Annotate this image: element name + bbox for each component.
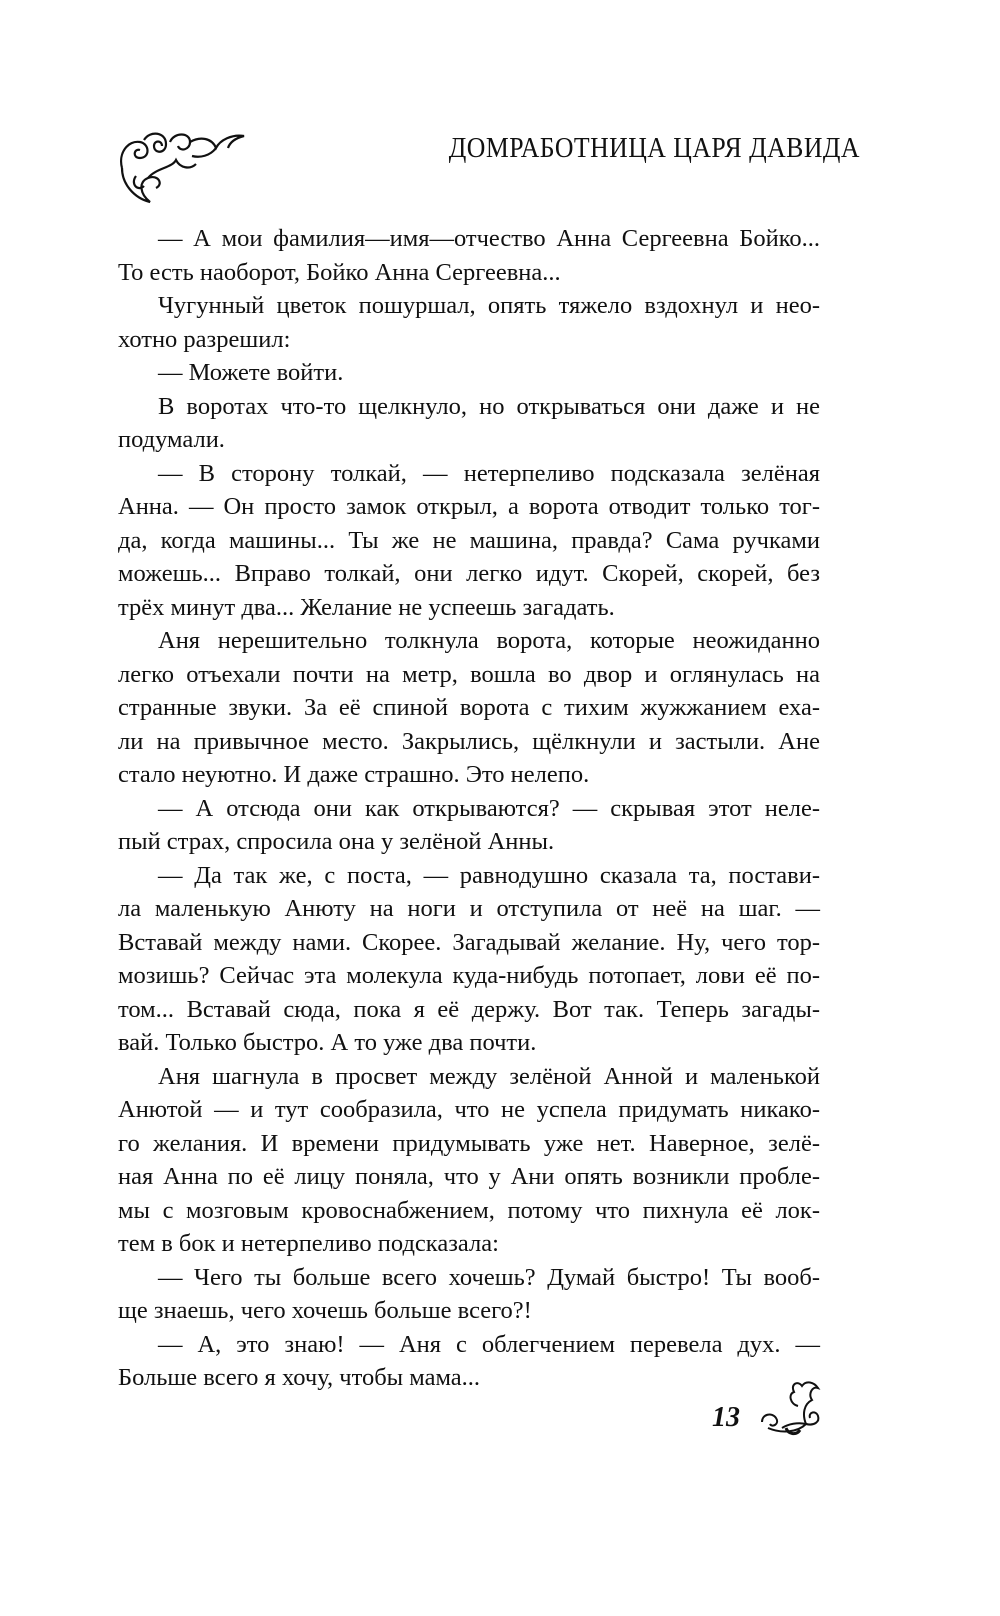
text-line: Аня шагнула в просвет между зелёной Анной и маленькой bbox=[158, 1062, 820, 1090]
text-line: странные звуки. За её спиной ворота с тихим жужжанием еха- bbox=[118, 694, 820, 721]
page-number: 13 bbox=[712, 1402, 740, 1433]
text-line: — А отсюда они как открываются? — скрывая этот неле- bbox=[158, 794, 820, 822]
text-line: В воротах что-то щелкнуло, но открываться они даже и не bbox=[158, 392, 820, 420]
text-line: мы с мозговым кровоснабжением, потому что пихнула её лок- bbox=[118, 1196, 820, 1224]
text-line: — Да так же, с поста, — равнодушно сказала та, постави- bbox=[158, 861, 820, 889]
text-line: ная Анна по её лицу поняла, что у Ани опять возникли пробле- bbox=[118, 1163, 820, 1190]
text-line: То есть наоборот, Бойко Анна Сергеевна... bbox=[118, 258, 561, 286]
text-line: Анна. — Он просто замок открыл, а ворота отводит только тог- bbox=[118, 493, 820, 520]
text-line: да, когда машины... Ты же не машина, правда? Сама ручками bbox=[118, 526, 820, 554]
text-line: ла маленькую Анюту на ноги и отступила от неё на шаг. — bbox=[118, 895, 820, 922]
text-line: хотно разрешил: bbox=[118, 325, 291, 353]
text-line: можешь... Вправо толкай, они легко идут. Скорей, скорей, без bbox=[118, 560, 820, 587]
text-line: Чугунный цветок пошуршал, опять тяжело вздохнул и нео- bbox=[158, 292, 820, 319]
text-line: Аня нерешительно толкнула ворота, которые неожиданно bbox=[158, 627, 820, 654]
text-line: мозишь? Сейчас эта молекула куда-нибудь потопает, лови её по- bbox=[118, 962, 820, 989]
decorative-ornament-icon bbox=[116, 128, 248, 206]
text-line: подумали. bbox=[118, 426, 225, 453]
text-line: стало неуютно. И даже страшно. Это нелепо. bbox=[118, 761, 590, 788]
text-line: Анютой — и тут сообразила, что не успела придумать никако- bbox=[118, 1096, 820, 1123]
text-line: — В сторону толкай, — нетерпеливо подсказала зелёная bbox=[158, 459, 820, 487]
text-line: том... Вставай сюда, пока я её держу. Вот так. Теперь загады- bbox=[118, 995, 820, 1023]
text-line: вай. Только быстро. А то уже два почти. bbox=[118, 1029, 537, 1056]
text-line: — Можете войти. bbox=[158, 359, 344, 386]
decorative-leaf-ornament-icon bbox=[758, 1378, 822, 1438]
body-text bbox=[118, 222, 820, 1395]
text-line: ли на привычное место. Закрылись, щёлкнули и застыли. Ане bbox=[118, 727, 820, 755]
text-line: Вставай между нами. Скорее. Загадывай желание. Ну, чего тор- bbox=[118, 928, 820, 956]
text-line: тем в бок и нетерпеливо подсказала: bbox=[118, 1230, 499, 1257]
text-line: трёх минут два... Желание не успеешь загадать. bbox=[118, 593, 615, 621]
text-line: Больше всего я хочу, чтобы мама... bbox=[118, 1364, 481, 1391]
text-line: го желания. И времени придумывать уже нет. Наверное, зелё- bbox=[118, 1129, 820, 1157]
running-head-title: ДОМРАБОТНИЦА ЦАРЯ ДАВИДА bbox=[448, 133, 860, 164]
text-line: — А мои фамилия—имя—отчество Анна Сергеевна Бойко... bbox=[158, 225, 820, 252]
text-line: — А, это знаю! — Аня с облегчением перевела дух. — bbox=[158, 1330, 820, 1358]
text-line: пый страх, спросила она у зелёной Анны. bbox=[118, 828, 555, 855]
text-line: легко отъехали почти на метр, вошла во двор и оглянулась на bbox=[118, 660, 820, 688]
text-line: — Чего ты больше всего хочешь? Думай быстро! Ты вооб- bbox=[158, 1263, 820, 1291]
text-line: ще знаешь, чего хочешь больше всего?! bbox=[118, 1297, 532, 1324]
